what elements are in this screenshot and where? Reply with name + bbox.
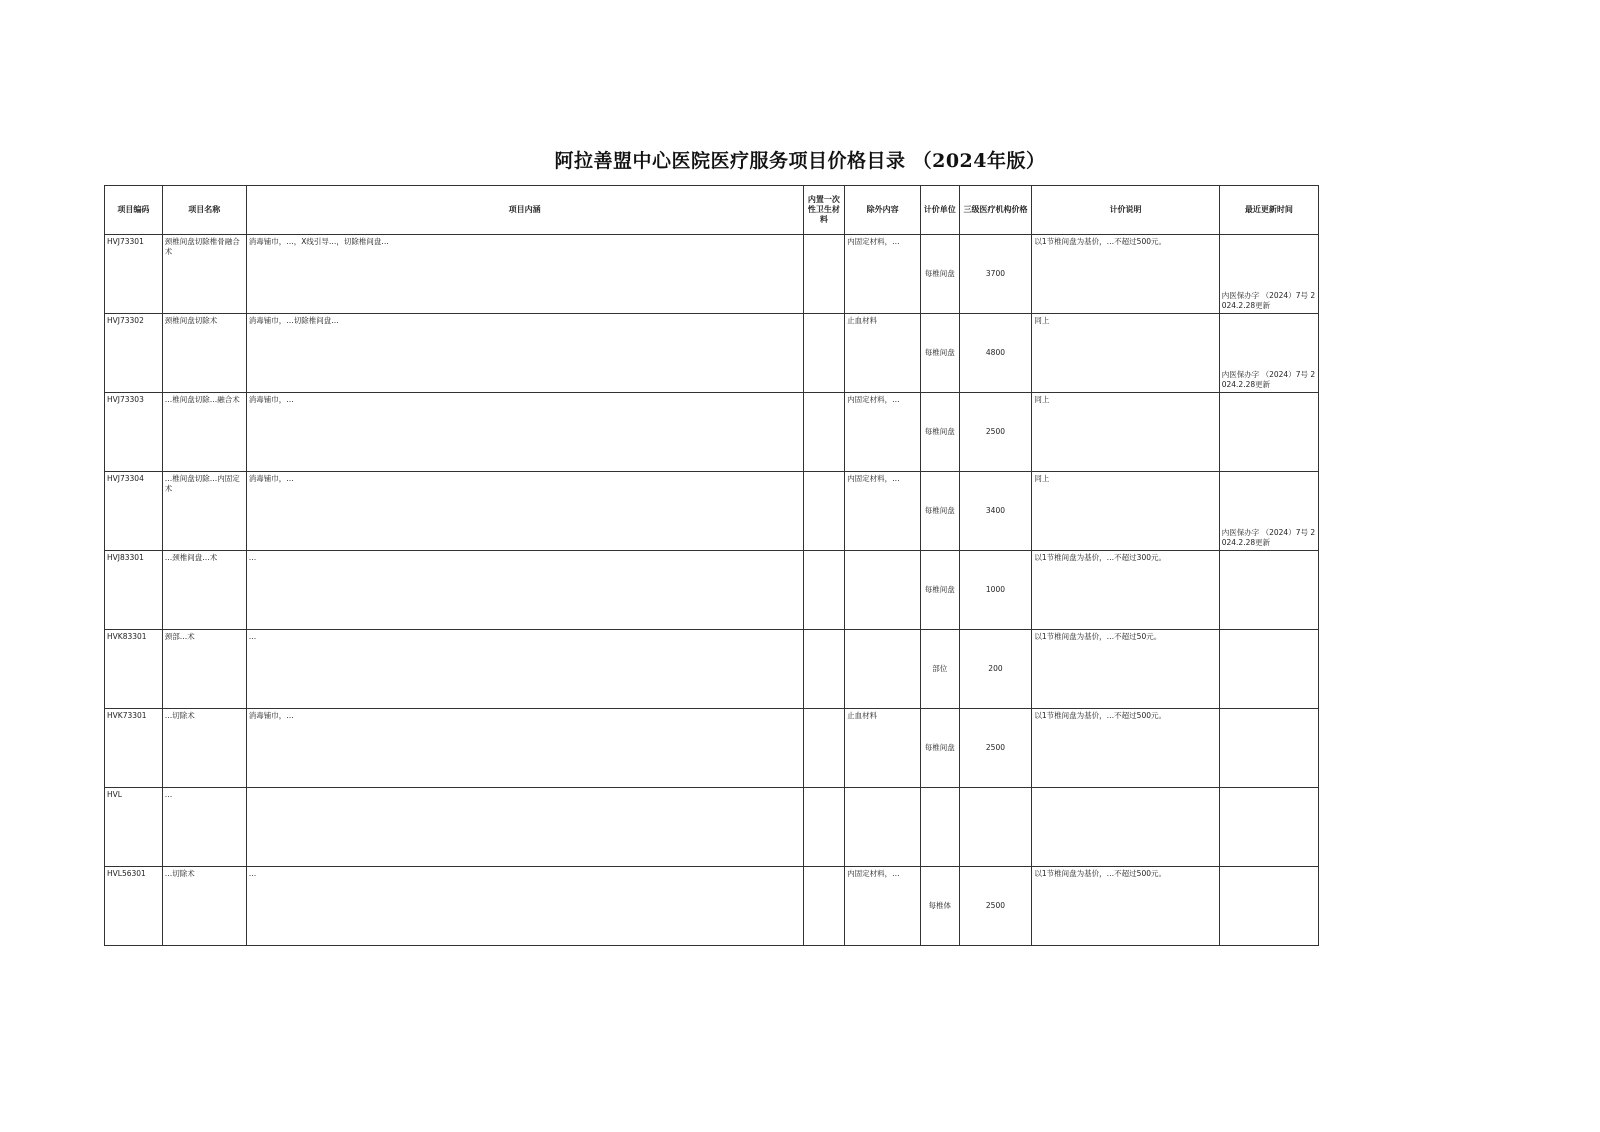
cell-name: …切除术 (162, 709, 246, 788)
cell-desc: 消毒铺巾，… (246, 709, 803, 788)
cell-price: 2500 (959, 393, 1032, 472)
table-header-row (105, 186, 1319, 235)
cell-material (803, 867, 845, 946)
cell-unit: 每椎间盘 (921, 235, 959, 314)
cell-exclude: 止血材料 (845, 709, 921, 788)
cell-exclude (845, 630, 921, 709)
table-row (105, 551, 1319, 630)
header-unit: 计价单位 (921, 186, 959, 235)
cell-material (803, 314, 845, 393)
cell-price: 3400 (959, 472, 1032, 551)
cell-unit: 每椎间盘 (921, 393, 959, 472)
header-updated: 最近更新时间 (1219, 186, 1318, 235)
cell-updated (1219, 551, 1318, 630)
cell-updated: 内医保办字 （2024）7号 2024.2.28更新 (1219, 314, 1318, 393)
cell-name: … (162, 788, 246, 867)
cell-exclude: 止血材料 (845, 314, 921, 393)
table-row (105, 867, 1319, 946)
table-row (105, 235, 1319, 314)
cell-updated (1219, 709, 1318, 788)
cell-exclude: 内固定材料，… (845, 867, 921, 946)
cell-code: HVJ73301 (105, 235, 163, 314)
cell-exclude (845, 551, 921, 630)
header-price: 三级医疗机构价格 (959, 186, 1032, 235)
cell-material (803, 472, 845, 551)
cell-updated (1219, 630, 1318, 709)
table-row (105, 314, 1319, 393)
cell-code: HVJ73303 (105, 393, 163, 472)
table-row (105, 788, 1319, 867)
cell-material (803, 709, 845, 788)
cell-code: HVL (105, 788, 163, 867)
cell-note: 同上 (1032, 393, 1219, 472)
cell-desc: 消毒铺巾，… (246, 393, 803, 472)
cell-desc: 消毒铺巾，…切除椎间盘… (246, 314, 803, 393)
cell-name: …椎间盘切除…内固定术 (162, 472, 246, 551)
cell-price: 2500 (959, 709, 1032, 788)
cell-updated (1219, 788, 1318, 867)
header-material: 内置一次性卫生材料 (803, 186, 845, 235)
cell-unit: 每椎间盘 (921, 314, 959, 393)
cell-material (803, 788, 845, 867)
header-desc: 项目内涵 (246, 186, 803, 235)
cell-exclude: 内固定材料，… (845, 393, 921, 472)
cell-price: 200 (959, 630, 1032, 709)
cell-updated (1219, 867, 1318, 946)
cell-name: …颈椎间盘…术 (162, 551, 246, 630)
header-name: 项目名称 (162, 186, 246, 235)
cell-price: 3700 (959, 235, 1032, 314)
cell-name: 颈椎间盘切除椎骨融合术 (162, 235, 246, 314)
cell-name: 颈部…术 (162, 630, 246, 709)
cell-note (1032, 788, 1219, 867)
table-row (105, 709, 1319, 788)
cell-exclude (845, 788, 921, 867)
cell-updated (1219, 393, 1318, 472)
cell-note: 以1节椎间盘为基价，…不超过300元。 (1032, 551, 1219, 630)
table-row (105, 393, 1319, 472)
table-row (105, 472, 1319, 551)
cell-name: 颈椎间盘切除术 (162, 314, 246, 393)
cell-material (803, 235, 845, 314)
cell-price: 1000 (959, 551, 1032, 630)
cell-material (803, 630, 845, 709)
cell-name: …切除术 (162, 867, 246, 946)
cell-unit (921, 788, 959, 867)
price-table (104, 185, 1319, 946)
header-code: 项目编码 (105, 186, 163, 235)
table-row (105, 630, 1319, 709)
cell-code: HVL56301 (105, 867, 163, 946)
cell-material (803, 551, 845, 630)
cell-code: HVJ73302 (105, 314, 163, 393)
cell-exclude: 内固定材料，… (845, 472, 921, 551)
cell-unit: 每椎间盘 (921, 709, 959, 788)
cell-price: 2500 (959, 867, 1032, 946)
cell-name: …椎间盘切除…融合术 (162, 393, 246, 472)
cell-desc: … (246, 867, 803, 946)
cell-exclude: 内固定材料，… (845, 235, 921, 314)
cell-note: 以1节椎间盘为基价，…不超过50元。 (1032, 630, 1219, 709)
header-note: 计价说明 (1032, 186, 1219, 235)
cell-code: HVK73301 (105, 709, 163, 788)
cell-unit: 每椎体 (921, 867, 959, 946)
header-exclude: 除外内容 (845, 186, 921, 235)
cell-desc (246, 788, 803, 867)
cell-price (959, 788, 1032, 867)
cell-updated: 内医保办字 （2024）7号 2024.2.28更新 (1219, 235, 1318, 314)
cell-note: 以1节椎间盘为基价，…不超过500元。 (1032, 867, 1219, 946)
page-title: 阿拉善盟中心医院医疗服务项目价格目录 （2024年版） (554, 150, 1046, 172)
cell-note: 以1节椎间盘为基价，…不超过500元。 (1032, 709, 1219, 788)
cell-unit: 每椎间盘 (921, 551, 959, 630)
cell-price: 4800 (959, 314, 1032, 393)
cell-code: HVK83301 (105, 630, 163, 709)
cell-code: HVJ73304 (105, 472, 163, 551)
cell-desc: 消毒铺巾，… (246, 472, 803, 551)
cell-desc: … (246, 551, 803, 630)
cell-updated: 内医保办字 （2024）7号 2024.2.28更新 (1219, 472, 1318, 551)
cell-code: HVJ83301 (105, 551, 163, 630)
cell-note: 同上 (1032, 472, 1219, 551)
cell-material (803, 393, 845, 472)
cell-note: 同上 (1032, 314, 1219, 393)
cell-unit: 每椎间盘 (921, 472, 959, 551)
cell-note: 以1节椎间盘为基价，…不超过500元。 (1032, 235, 1219, 314)
cell-desc: 消毒铺巾，…，X线引导…，切除椎间盘… (246, 235, 803, 314)
cell-desc: … (246, 630, 803, 709)
cell-unit: 部位 (921, 630, 959, 709)
